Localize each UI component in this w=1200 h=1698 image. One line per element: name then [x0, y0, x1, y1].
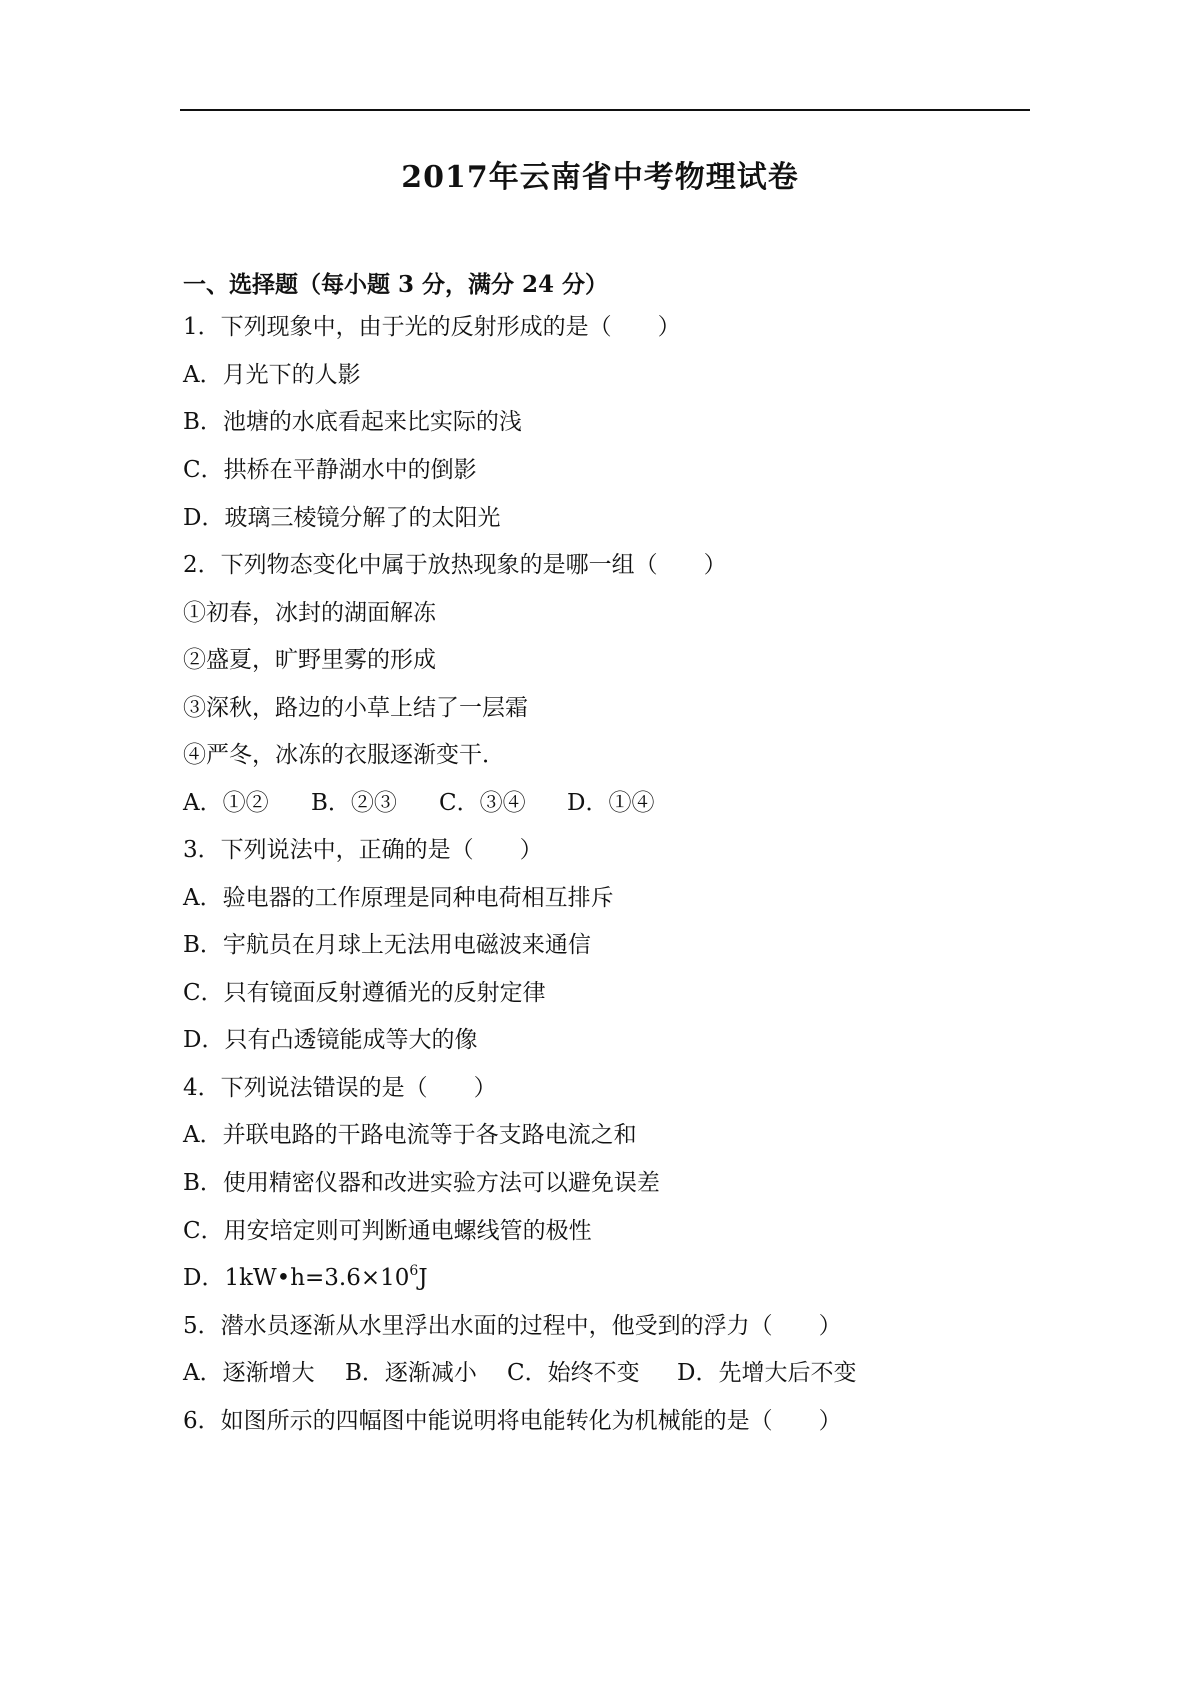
section-heading: 一、选择题（每小题 3 分，满分 24 分）: [183, 271, 609, 298]
question-2-options: [183, 788, 654, 818]
question-5-option-d: D．先增大后不变: [677, 1360, 857, 1386]
question-1-option-a: A．月光下的人影: [183, 362, 361, 388]
question-4-option-d-suffix: J: [418, 1265, 428, 1291]
question-2-option-a: A．①②: [183, 790, 269, 816]
question-6-stem: 6．如图所示的四幅图中能说明将电能转化为机械能的是（ ）: [183, 1408, 842, 1434]
question-2-option-b: B．②③: [311, 790, 397, 816]
question-4-option-d-prefix: D．1kW•h=3.6×10: [183, 1265, 410, 1291]
question-5-option-c: C．始终不变: [507, 1360, 640, 1386]
question-2-item-3: ③深秋，路边的小草上结了一层霜: [183, 695, 528, 721]
question-2-item-4: ④严冬，冰冻的衣服逐渐变干．: [183, 742, 505, 768]
question-5-stem: 5．潜水员逐渐从水里浮出水面的过程中，他受到的浮力（ ）: [183, 1313, 842, 1339]
question-1-option-b: B．池塘的水底看起来比实际的浅: [183, 409, 522, 435]
question-3-stem: 3．下列说法中，正确的是（ ）: [183, 837, 543, 863]
question-2-option-c: C．③④: [439, 790, 526, 816]
question-4-stem: 4．下列说法错误的是（ ）: [183, 1075, 497, 1101]
question-2-item-2: ②盛夏，旷野里雾的形成: [183, 647, 436, 673]
question-2-stem: 2．下列物态变化中属于放热现象的是哪一组（ ）: [183, 552, 727, 578]
question-1-stem: 1．下列现象中，由于光的反射形成的是（ ）: [183, 314, 681, 340]
question-3-option-b: B．宇航员在月球上无法用电磁波来通信: [183, 932, 591, 958]
question-4-option-c: C．用安培定则可判断通电螺线管的极性: [183, 1218, 592, 1244]
question-2-item-1: ①初春，冰封的湖面解冻: [183, 600, 436, 626]
question-1-option-c: C．拱桥在平静湖水中的倒影: [183, 457, 477, 483]
question-1-option-d: D．玻璃三棱镜分解了的太阳光: [183, 505, 501, 531]
question-5-option-a: A．逐渐增大: [183, 1360, 315, 1386]
question-5-option-b: B．逐渐减小: [345, 1360, 477, 1386]
question-4-option-a: A．并联电路的干路电流等于各支路电流之和: [183, 1122, 637, 1148]
header-rule: [180, 109, 1030, 111]
question-3-option-d: D．只有凸透镜能成等大的像: [183, 1027, 478, 1053]
page-title: 2017年云南省中考物理试卷: [401, 160, 799, 195]
question-3-option-c: C．只有镜面反射遵循光的反射定律: [183, 980, 546, 1006]
question-4-option-b: B．使用精密仪器和改进实验方法可以避免误差: [183, 1170, 660, 1196]
question-4-option-d-exponent: 6: [409, 1263, 419, 1279]
question-4-option-d: [183, 1263, 428, 1293]
question-3-option-a: A．验电器的工作原理是同种电荷相互排斥: [183, 885, 614, 911]
question-2-option-d: D．①④: [567, 790, 655, 816]
question-5-options: [183, 1358, 856, 1388]
